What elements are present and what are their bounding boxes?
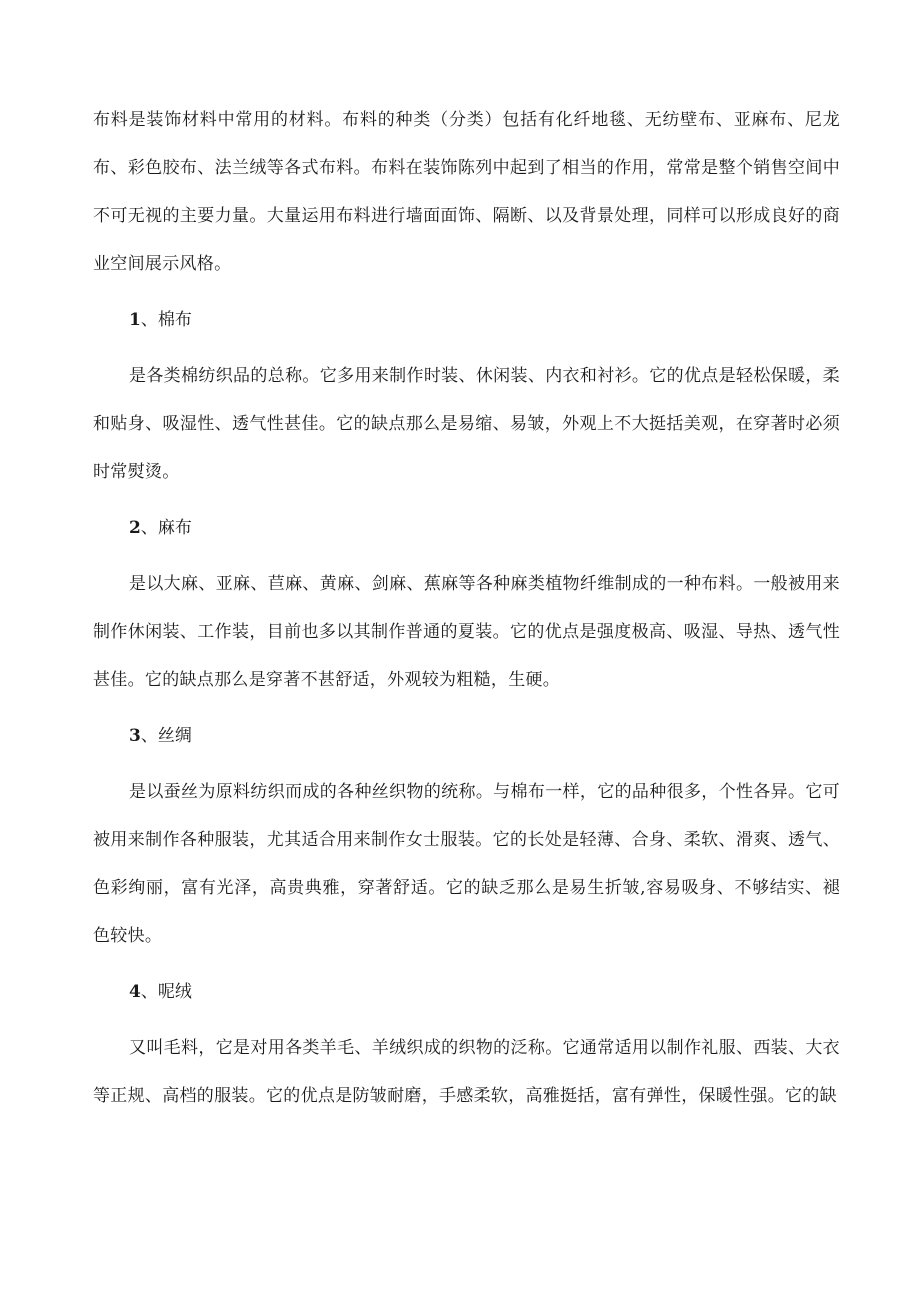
section-title: 、丝绸 xyxy=(140,726,192,746)
section-heading-silk xyxy=(93,712,840,760)
section-body-linen: 是以大麻、亚麻、苣麻、黄麻、剑麻、蕉麻等各种麻类植物纤维制成的一种布料。一般被用来制作休闲装、工作装，目前也多以其制作普通的夏装。它的优点是强度极高、吸湿、导热、透气性甚佳。它的缺点那么是穿著不甚舒适，外观较为粗糙，生硬。 xyxy=(93,574,840,690)
section-heading-wool xyxy=(93,968,840,1016)
section-title: 、棉布 xyxy=(140,310,192,330)
section-title: 、呢绒 xyxy=(140,982,192,1002)
section-number: 3 xyxy=(129,726,141,746)
section-heading-linen xyxy=(93,504,840,552)
section-body-silk: 是以蚕丝为原料纺织而成的各种丝织物的统称。与棉布一样，它的品种很多，个性各异。它可被用来制作各种服装，尤其适合用来制作女士服装。它的长处是轻薄、合身、柔软、滑爽、透气、色彩绚丽，富有光泽，高贵典雅，穿著舒适。它的缺乏那么是易生折皱,容易吸身、不够结实、褪色较快。 xyxy=(93,782,840,946)
section-number: 2 xyxy=(129,518,141,538)
section-body-cotton: 是各类棉纺织品的总称。它多用来制作时装、休闲装、内衣和衬衫。它的优点是轻松保暖，柔和贴身、吸湿性、透气性甚佳。它的缺点那么是易缩、易皱，外观上不大挺括美观，在穿著时必须时常熨烫。 xyxy=(93,366,840,482)
section-heading-cotton xyxy=(93,296,840,344)
intro-paragraph: 布料是装饰材料中常用的材料。布料的种类（分类）包括有化纤地毯、无纺壁布、亚麻布、尼龙布、彩色胶布、法兰绒等各式布料。布料在装饰陈列中起到了相当的作用，常常是整个销售空间中不可无视的主要力量。大量运用布料进行墙面面饰、隔断、以及背景处理，同样可以形成良好的商业空间展示风格。 xyxy=(93,110,840,274)
section-number: 4 xyxy=(129,982,141,1002)
section-title: 、麻布 xyxy=(140,518,192,538)
section-body-wool: 又叫毛料，它是对用各类羊毛、羊绒织成的织物的泛称。它通常适用以制作礼服、西装、大衣等正规、高档的服装。它的优点是防皱耐磨，手感柔软，高雅挺括，富有弹性，保暖性强。它的缺 xyxy=(93,1038,840,1106)
section-number: 1 xyxy=(129,310,141,330)
